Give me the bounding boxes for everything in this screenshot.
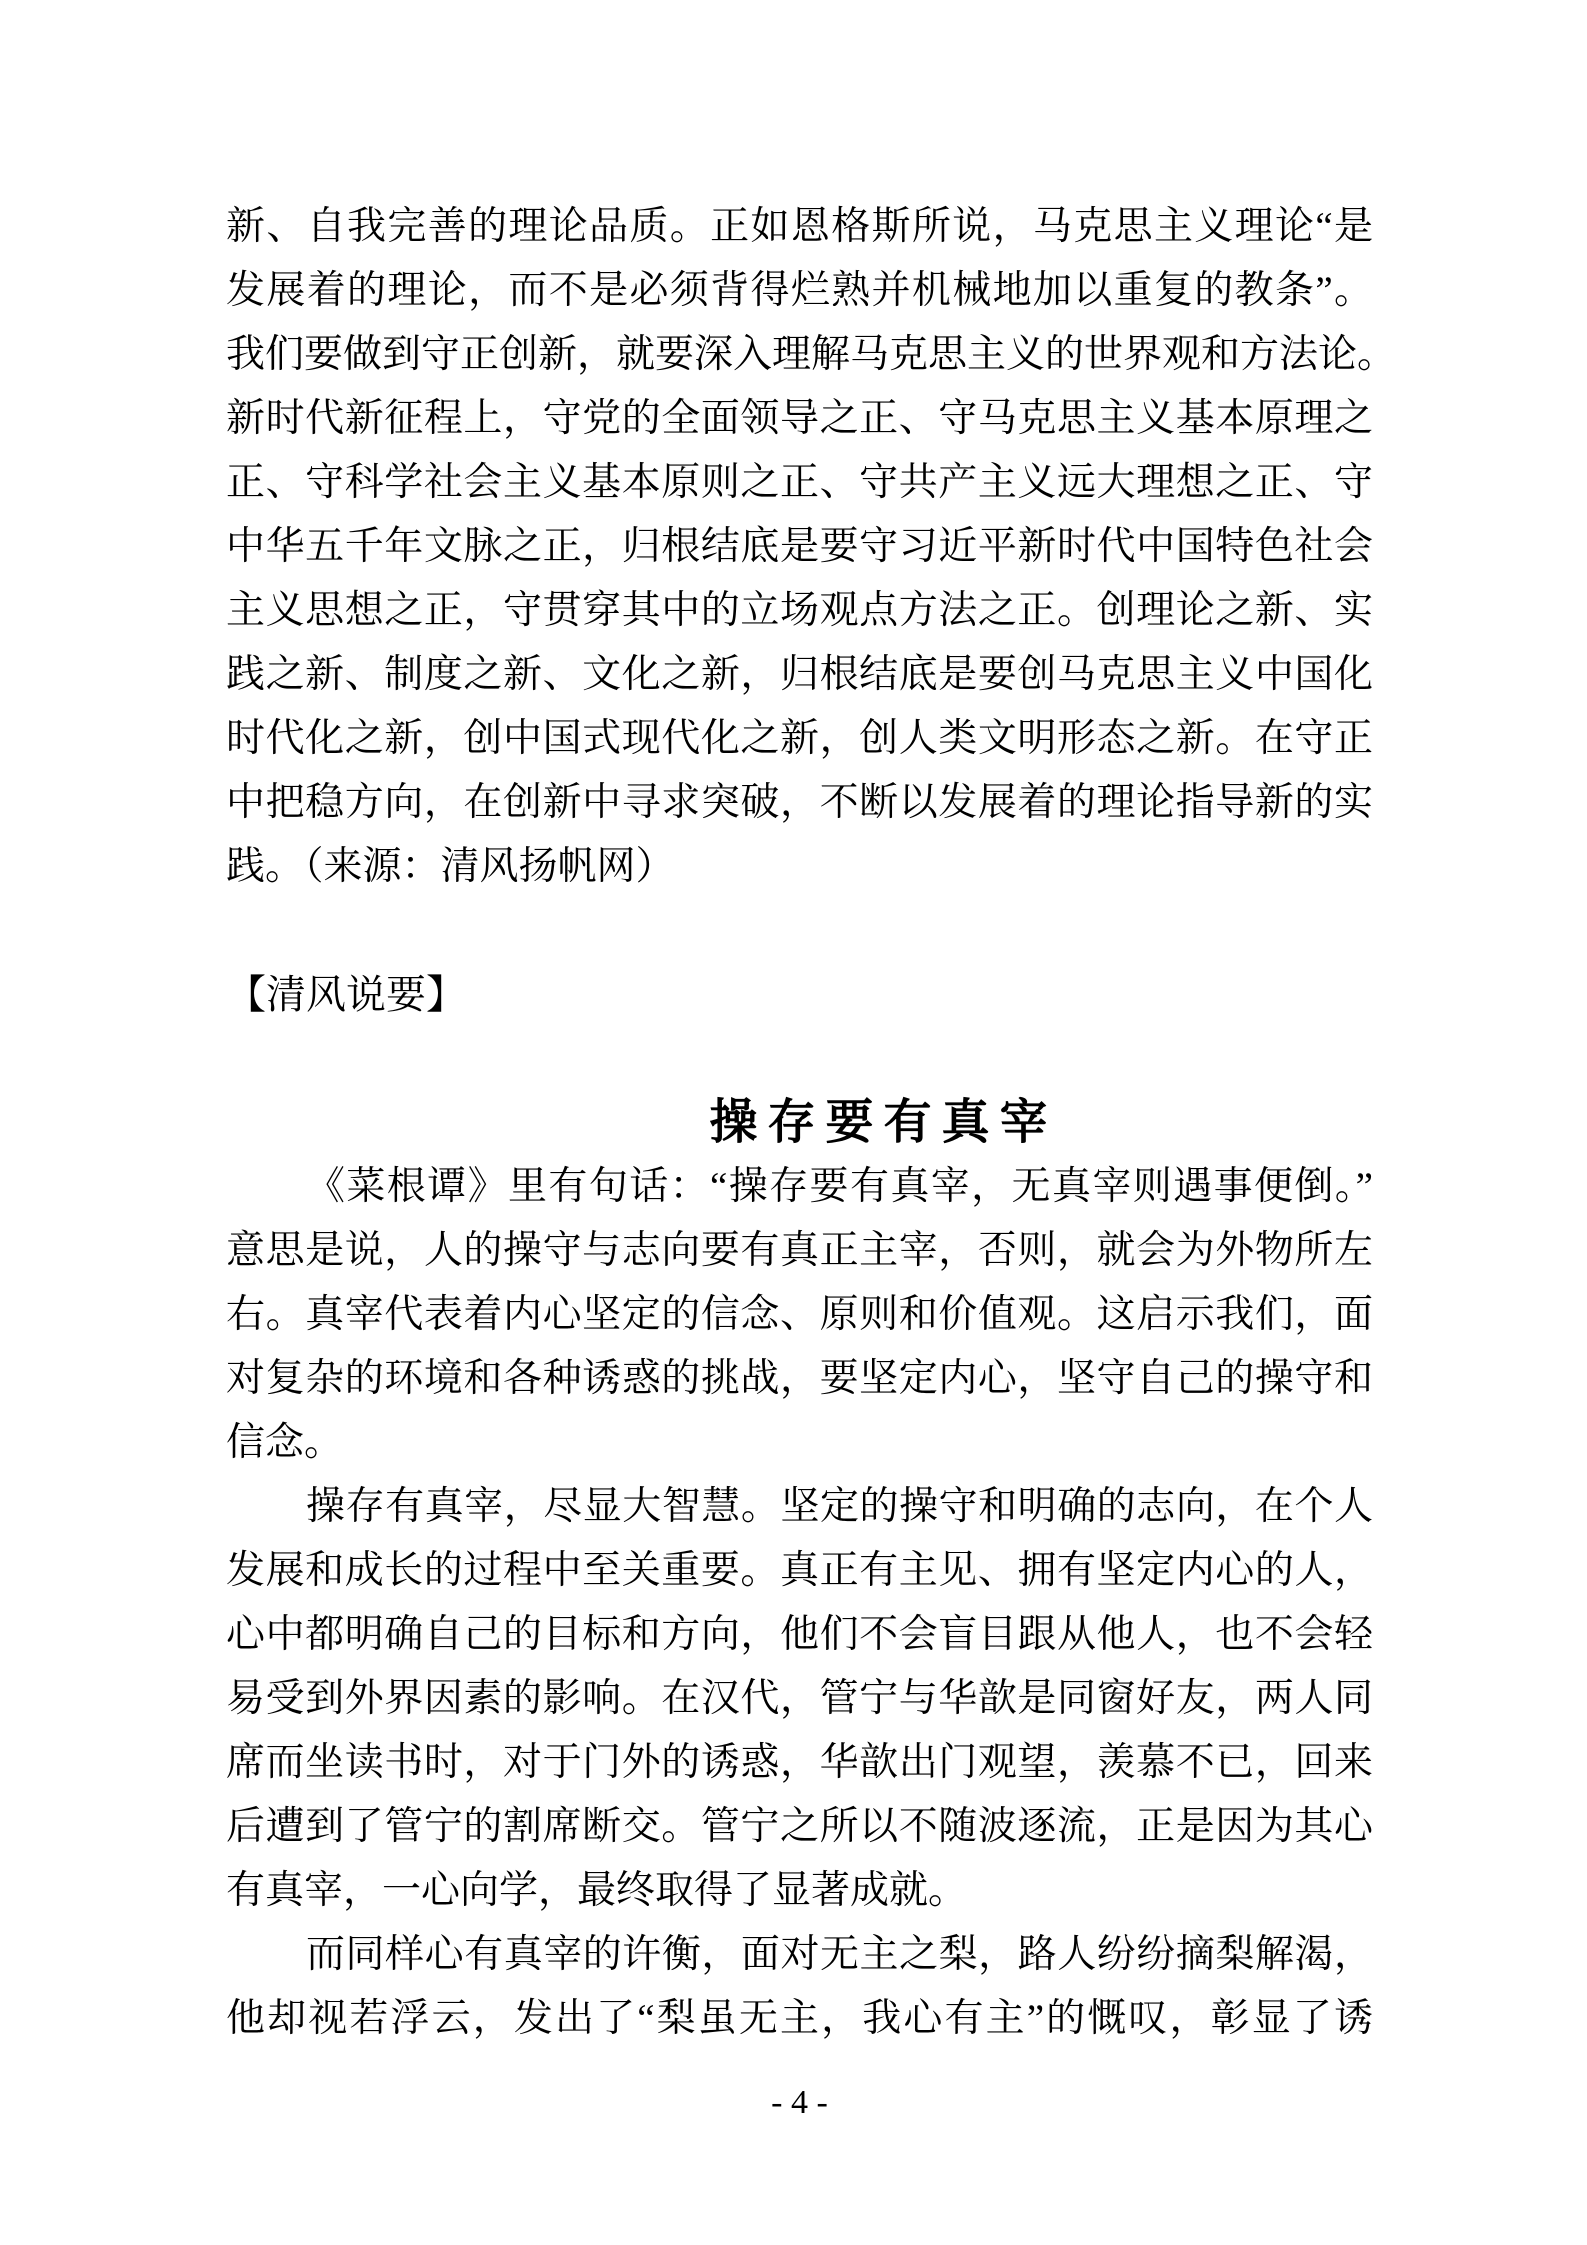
paragraph-caigentan-quote-line: 《菜根谭》里有句话：“操存要有真宰，无真宰则遇事便倒。” xyxy=(306,1165,1373,1208)
paragraph-shouzheng-chuangxin-line: 时代化之新，创中国式现代化之新，创人类文明形态之新。在守正 xyxy=(226,717,1373,760)
paragraph-guanning-huaxin-line: 席而坐读书时，对于门外的诱惑，华歆出门观望，羡慕不已，回来 xyxy=(226,1741,1373,1784)
section-header-qingfeng-shuoyao: 【清风说要】 xyxy=(226,972,466,1017)
paragraph-shouzheng-chuangxin-line: 发展着的理论，而不是必须背得烂熟并机械地加以重复的教条”。 xyxy=(226,269,1373,312)
paragraph-xuheng-pear-line: 他却视若浮云，发出了“梨虽无主，我心有主”的慨叹，彰显了诱 xyxy=(226,1997,1373,2040)
blank-line xyxy=(226,899,1373,963)
paragraph-shouzheng-chuangxin-line: 践。（来源：清风扬帆网） xyxy=(226,845,675,888)
page-number: - 4 - xyxy=(771,2084,828,2121)
paragraph-guanning-huaxin-line: 易受到外界因素的影响。在汉代，管宁与华歆是同窗好友，两人同 xyxy=(226,1677,1373,1720)
document-body xyxy=(226,195,1397,2135)
paragraph-shouzheng-chuangxin-line: 主义思想之正，守贯穿其中的立场观点方法之正。创理论之新、实 xyxy=(226,589,1373,632)
paragraph-shouzheng-chuangxin-line: 中把稳方向，在创新中寻求突破，不断以发展着的理论指导新的实 xyxy=(226,781,1373,824)
paragraph-shouzheng-chuangxin-line: 新时代新征程上，守党的全面领导之正、守马克思主义基本原理之 xyxy=(226,397,1373,440)
paragraph-caigentan-quote-line: 信念。 xyxy=(226,1421,344,1464)
paragraph-guanning-huaxin-line: 操存有真宰，尽显大智慧。坚定的操守和明确的志向，在个人 xyxy=(306,1485,1373,1528)
essay-title-caocun-yaoyou-zhenzai: 操存要有真宰 xyxy=(709,1096,1058,1149)
paragraph-guanning-huaxin-line: 后遭到了管宁的割席断交。管宁之所以不随波逐流，正是因为其心 xyxy=(226,1805,1373,1848)
paragraph-shouzheng-chuangxin-line: 新、自我完善的理论品质。正如恩格斯所说，马克思主义理论“是 xyxy=(226,205,1373,248)
paragraph-xuheng-pear-line: 而同样心有真宰的许衡，面对无主之梨，路人纷纷摘梨解渴， xyxy=(306,1933,1373,1976)
paragraph-guanning-huaxin-line: 有真宰，一心向学，最终取得了显著成就。 xyxy=(226,1869,968,1912)
paragraph-guanning-huaxin-line: 心中都明确自己的目标和方向，他们不会盲目跟从他人，也不会轻 xyxy=(226,1613,1373,1656)
blank-line xyxy=(226,1027,1373,1091)
paragraph-caigentan-quote-line: 意思是说，人的操守与志向要有真正主宰，否则，就会为外物所左 xyxy=(226,1229,1373,1272)
paragraph-caigentan-quote-line: 对复杂的环境和各种诱惑的挑战，要坚定内心，坚守自己的操守和 xyxy=(226,1357,1373,1400)
paragraph-shouzheng-chuangxin-line: 我们要做到守正创新，就要深入理解马克思主义的世界观和方法论。 xyxy=(226,333,1397,376)
paragraph-shouzheng-chuangxin-line: 正、守科学社会主义基本原则之正、守共产主义远大理想之正、守 xyxy=(226,461,1373,504)
paragraph-guanning-huaxin-line: 发展和成长的过程中至关重要。真正有主见、拥有坚定内心的人， xyxy=(226,1549,1373,1592)
paragraph-shouzheng-chuangxin-line: 践之新、制度之新、文化之新，归根结底是要创马克思主义中国化 xyxy=(226,653,1373,696)
paragraph-shouzheng-chuangxin-line: 中华五千年文脉之正，归根结底是要守习近平新时代中国特色社会 xyxy=(226,525,1373,568)
paragraph-caigentan-quote-line: 右。真宰代表着内心坚定的信念、原则和价值观。这启示我们，面 xyxy=(226,1293,1373,1336)
